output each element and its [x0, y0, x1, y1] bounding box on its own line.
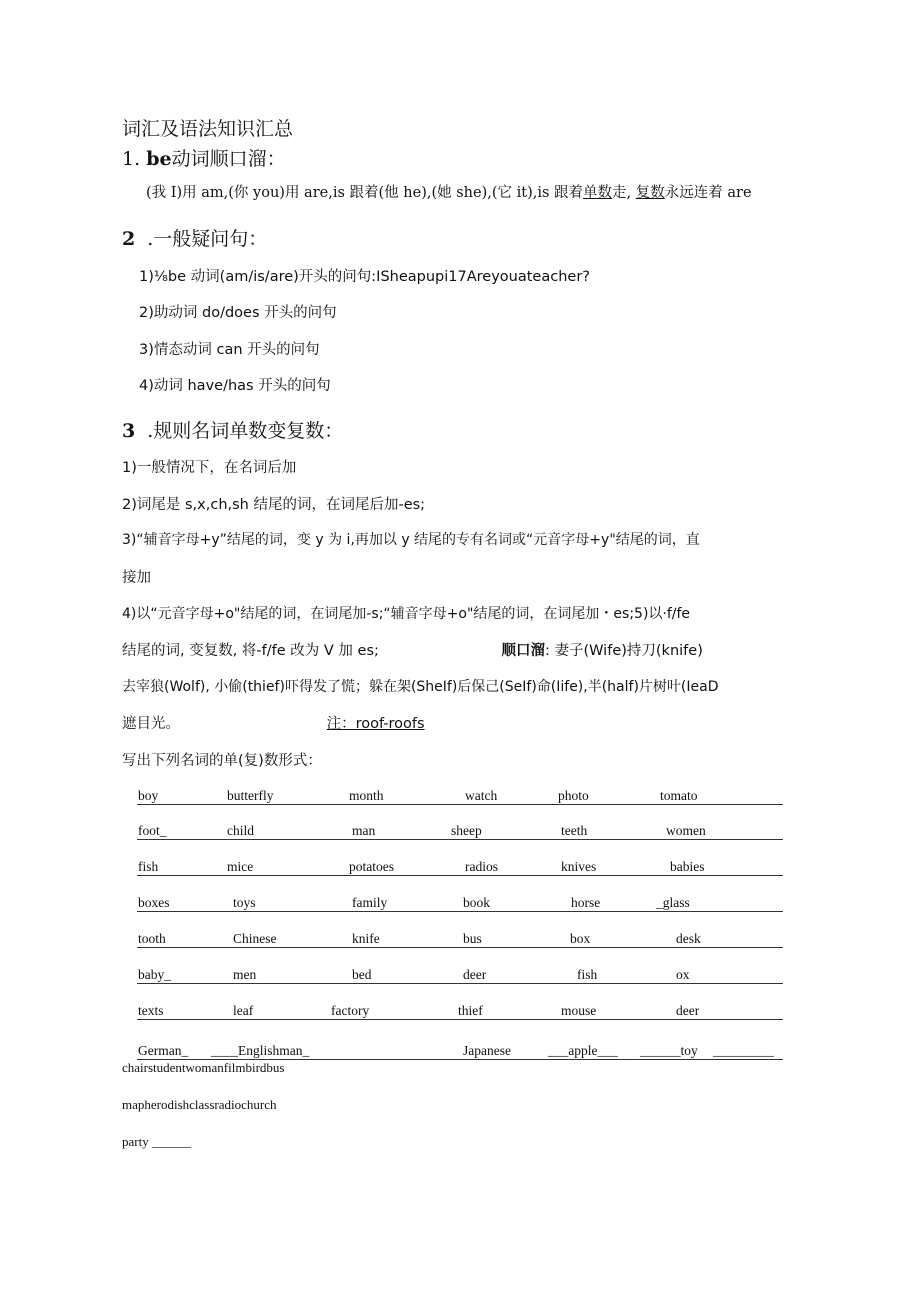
section-1-number: 1. — [122, 148, 141, 170]
word: family — [352, 895, 388, 910]
section-3-number: 3 — [122, 420, 136, 442]
word: desk — [676, 931, 701, 946]
tail-line-3: party ______ — [122, 1134, 191, 1149]
word: sheep — [451, 823, 482, 838]
word-row — [137, 891, 783, 912]
plural-rule-4-cont — [122, 639, 703, 660]
word: ox — [676, 967, 690, 982]
word: butterfly — [227, 788, 274, 803]
word: book — [463, 895, 490, 910]
word: mouse — [561, 1003, 597, 1018]
plural-rule-2: 2)词尾是 s,x,ch,sh 结尾的词，在词尾后加-es; — [122, 497, 426, 513]
plural-rule-3: 3)“辅音字母+y”结尾的词，变 y 为 i,再加以 y 结尾的专有名词或“元音字母+y"结尾的词，直 — [122, 532, 700, 548]
page-title: 词汇及语法知识汇总 — [122, 118, 294, 140]
word: Japanese — [463, 1043, 511, 1058]
rhyme-part-c: 永远连着 are — [664, 185, 752, 201]
rule-4-left: 结尾的词, 变复数, 将-f/fe 改为 V 加 es; — [122, 643, 379, 659]
rule-4-right: : 妻子(Wife)持刀(knife) — [545, 643, 703, 659]
word: men — [233, 967, 257, 982]
plural-rhyme-end — [122, 712, 425, 733]
word: factory — [331, 1003, 370, 1018]
exercise-title: 写出下列名词的单(复)数形式： — [122, 753, 322, 769]
tail-line-1: chairstudentwomanfilmbirdbus — [122, 1060, 285, 1075]
word: horse — [571, 895, 601, 910]
section-3-text: .规则名词单数变复数： — [147, 420, 344, 442]
word: ___apple___ — [548, 1043, 618, 1058]
rhyme-part-a: (我 I)用 am,(你 you)用 are,is 跟着(他 he),(她 she),(它 it),is 跟着 — [146, 185, 584, 201]
rhyme-end-text: 遮目光。 — [122, 716, 180, 732]
section-3-heading — [122, 416, 343, 443]
word: box — [570, 931, 591, 946]
roof-note: 注：roof-roofs — [326, 716, 425, 732]
be-verb-rhyme — [146, 181, 752, 202]
section-2-text: .一般疑问句： — [147, 228, 268, 250]
section-1-heading — [122, 144, 286, 171]
word: foot_ — [138, 823, 167, 838]
word: radios — [465, 859, 498, 874]
word: toys — [233, 895, 256, 910]
plural-rule-1: 1)一般情况下，在名词后加 — [122, 460, 297, 476]
word-row: German_ ____Englishman_ Japanese ___apple___ ______toy _________ — [137, 1039, 783, 1060]
word: man — [352, 823, 376, 838]
word: potatoes — [349, 859, 394, 874]
word: boxes — [138, 895, 170, 910]
word-row — [137, 999, 783, 1020]
word: knives — [561, 859, 597, 874]
word-row — [137, 855, 783, 876]
question-item-4: 4)动词 have/has 开头的问句 — [139, 378, 331, 394]
plural-rule-3-cont: 接加 — [122, 570, 151, 586]
question-item-1: 1)⅛be 动词(am/is/are)开头的问句:ISheapupi17Areyouateacher? — [139, 269, 590, 285]
word: leaf — [233, 1003, 254, 1018]
word: bed — [352, 967, 372, 982]
plural-rule-4: 4)以“元音字母+o"结尾的词，在词尾加-s;“辅音字母+o"结尾的词，在词尾加・es;5)以·f∕fe — [122, 606, 691, 622]
word: baby_ — [138, 967, 171, 982]
plural-rhyme-line: 去宰狼(Wolf), 小偷(thief)吓得发了慌；躲在架(SheIf)后保己(SeIf)命(Iife),半(half)片树叶(IeaD — [122, 679, 719, 695]
question-item-2: 2)助动词 do/does 开头的问句 — [139, 305, 337, 321]
word: watch — [465, 788, 498, 803]
question-item-3: 3)情态动词 can 开头的问句 — [139, 342, 320, 358]
word: ____Englishman_ — [211, 1043, 310, 1058]
section-2-number: 2 — [122, 228, 136, 250]
word: women — [666, 823, 706, 838]
rhyme-plural: 复数 — [635, 185, 665, 201]
word: fish — [577, 967, 598, 982]
word: Chinese — [233, 931, 277, 946]
word: child — [227, 823, 254, 838]
word: ______toy — [640, 1043, 698, 1058]
word-row — [137, 927, 783, 948]
word-row — [137, 784, 783, 805]
word: _glass — [656, 895, 690, 910]
rhyme-label: 顺口溜 — [501, 643, 546, 659]
word: texts — [138, 1003, 164, 1018]
word: deer — [676, 1003, 700, 1018]
word: tooth — [138, 931, 166, 946]
word: bus — [463, 931, 482, 946]
section-1-text: 动词顺口溜： — [171, 148, 286, 170]
word: deer — [463, 967, 487, 982]
word: boy — [138, 788, 159, 803]
word: month — [349, 788, 384, 803]
word-row — [137, 963, 783, 984]
word: babies — [670, 859, 705, 874]
word: thief — [458, 1003, 483, 1018]
word: German_ — [138, 1043, 189, 1058]
rhyme-part-b: 走, — [612, 185, 632, 201]
word: knife — [352, 931, 380, 946]
word: tomato — [660, 788, 698, 803]
tail-line-2: mapherodishclassradiochurch — [122, 1097, 277, 1112]
word: mice — [227, 859, 254, 874]
word: photo — [558, 788, 589, 803]
rhyme-singular: 单数 — [583, 185, 613, 201]
section-1-bold: be — [146, 148, 172, 170]
word-row — [137, 819, 783, 840]
word: teeth — [561, 823, 588, 838]
section-2-heading — [122, 224, 267, 251]
word: fish — [138, 859, 159, 874]
